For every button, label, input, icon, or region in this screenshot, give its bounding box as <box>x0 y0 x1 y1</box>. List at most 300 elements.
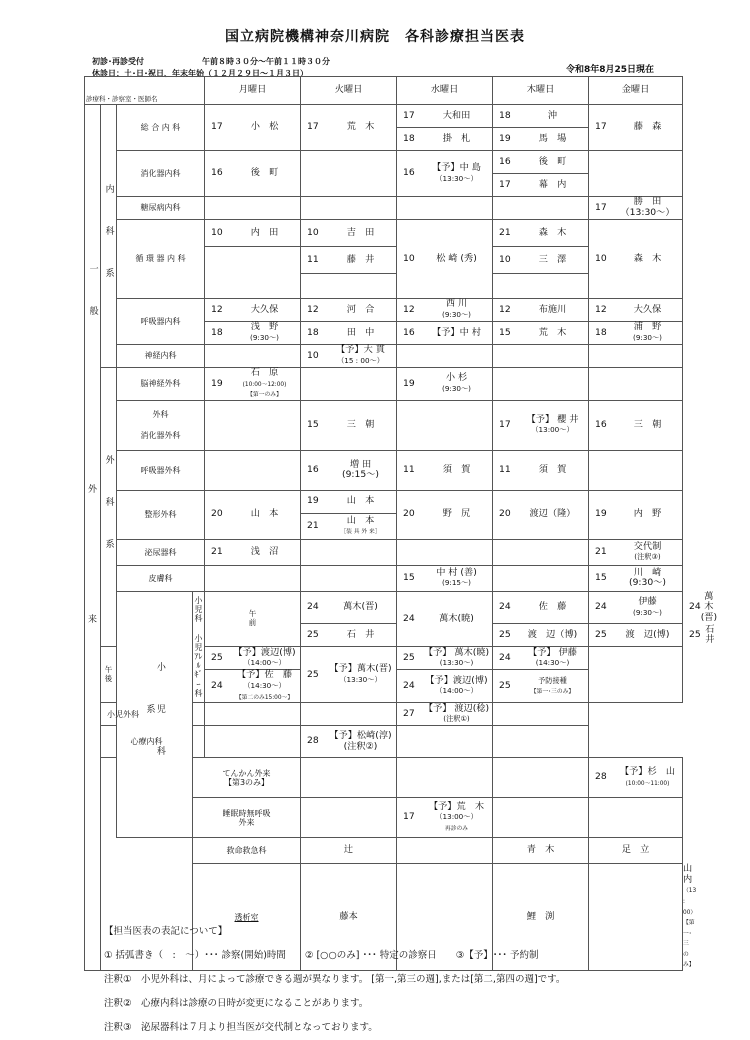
gozen-label <box>205 591 301 647</box>
doctor-name: 【予】 伊藤 <box>528 646 577 658</box>
doctor-name: 布施川 <box>538 303 567 315</box>
cell-sogo-fri <box>589 105 683 151</box>
room-number: 18 <box>595 326 607 338</box>
dept-geka <box>117 400 205 450</box>
room-number: 24 <box>211 680 223 692</box>
start-time: （13:30～） <box>620 207 675 218</box>
cell-shoka-tue <box>301 151 397 197</box>
reception-label: 初診･再診受付 <box>92 57 144 66</box>
doctor-name: 小 杉 <box>445 372 468 384</box>
cell-shinryo-thu <box>397 726 493 758</box>
cell-kokyugeka-tue <box>301 450 397 490</box>
dept-shinryo: 心療内科 <box>101 726 193 758</box>
doctor-name: 佐 藤 <box>538 601 567 613</box>
cell-tenkan-wed <box>493 758 589 798</box>
cell-tenkan-tue <box>397 758 493 798</box>
cell-junkan-thu-empty <box>493 274 589 299</box>
cell-shoni-pm-fri <box>589 647 683 703</box>
room-number: 25 <box>403 652 415 664</box>
dept-tenkan-label: てんかん外来 <box>222 768 271 778</box>
cell-kokyu-fri1 <box>589 299 683 322</box>
room-number: 12 <box>211 303 223 315</box>
room-number: 25 <box>307 629 319 641</box>
room-number: 24 <box>499 601 511 613</box>
room-number: 18 <box>307 326 319 338</box>
corner-header <box>85 77 205 105</box>
cell-shinryo-wed <box>301 726 397 758</box>
room-number: 20 <box>499 508 511 520</box>
room-number: 28 <box>307 735 319 747</box>
start-time: （13:30～） <box>435 173 478 183</box>
cell-kokyu-wed1 <box>397 299 493 322</box>
room-number: 19 <box>595 508 607 520</box>
room-number: 16 <box>403 326 415 338</box>
cell-seikei-tue1 <box>301 490 397 513</box>
cell-geka-fri <box>589 400 683 450</box>
cell-kokyu-tue2 <box>301 322 397 345</box>
dept-shonigeka: 小児外科 <box>101 703 193 726</box>
cell-tenkan-thu <box>589 758 683 798</box>
start-time: (9:30～) <box>442 383 471 393</box>
cell-shonigeka-tue <box>205 703 301 726</box>
cell-junkan-mon <box>205 220 301 247</box>
room-number: 19 <box>211 377 223 389</box>
cell-shoni-am-wed2 <box>493 624 589 647</box>
cell-shoni-pm-mon2 <box>205 670 301 703</box>
cell-toseki-thu <box>589 864 683 971</box>
cell-shoni-pm-mon1 <box>205 647 301 670</box>
room-number: 12 <box>307 303 319 315</box>
cell-shonigeka-fri <box>493 703 589 726</box>
room-number: 17 <box>211 121 223 133</box>
cell-kokyu-mon1 <box>205 299 301 322</box>
doctor-name: 吉 田 <box>346 226 375 238</box>
gogo-text: 午後 <box>104 665 113 683</box>
room-number: 25 <box>595 629 607 641</box>
doctor-name: 荒 木 <box>346 121 375 133</box>
room-number: 16 <box>403 167 415 179</box>
doctor-name: 山 本 <box>346 495 375 507</box>
start-time: (9:30～) <box>633 607 662 617</box>
doctor-name: 幕 内 <box>538 178 567 190</box>
cell-kyumei-tue <box>397 838 493 864</box>
closed-days: 休診日：土･日･祝日、年末年始（１２月２９日～１月３日） <box>92 69 308 78</box>
doctor-name: 荒 木 <box>538 326 567 338</box>
doctor-name: 内 田 <box>250 226 279 238</box>
room-number: 11 <box>499 463 511 475</box>
doctor-name: 後 町 <box>538 155 567 167</box>
specific-day: 【第一のみ】 <box>247 392 282 399</box>
room-number: 12 <box>403 303 415 315</box>
cell-kokyugeka-fri <box>589 450 683 490</box>
doctor-name: 後 町 <box>250 167 279 179</box>
doctor-name: 田 中 <box>346 326 375 338</box>
cell-nou-tue <box>301 368 397 401</box>
cell-seikei-wed <box>397 490 493 539</box>
note-1: 注釈① 小児外科は、月によって診療できる週が異なります。 [第一,第三の週],または[第二,第四の週]です。 <box>104 974 566 985</box>
doctor-name: 【予】大 貫 <box>336 344 385 356</box>
room-number: 16 <box>307 463 319 475</box>
room-number: 15 <box>403 571 415 583</box>
cell-hinyo-mon <box>205 539 301 565</box>
cell-kokyugeka-thu <box>493 450 589 490</box>
dept-geka-label: 外科 <box>152 410 169 420</box>
cell-nou-wed <box>397 368 493 401</box>
cell-suimin-thu <box>589 798 683 838</box>
doctor-name: 萬木(暁) <box>439 612 474 624</box>
specific-day: 【第二のみ15:00～】 <box>235 694 294 701</box>
cell-hifu-fri <box>589 565 683 591</box>
cell-kokyugeka-mon <box>205 450 301 490</box>
cell-kyumei-mon: 辻 <box>301 838 397 864</box>
room-number: 16 <box>211 167 223 179</box>
cell-nou-thu <box>493 368 589 401</box>
dept-noushinkei: 脳神経外科 <box>117 368 205 401</box>
doctor-name: 森 木 <box>538 226 567 238</box>
room-number: 20 <box>211 508 223 520</box>
cell-junkan-thu2 <box>493 247 589 274</box>
dept-shoka: 消化器内科 <box>117 151 205 197</box>
room-number: 11 <box>403 463 415 475</box>
doctor-name: 須 賀 <box>538 463 567 475</box>
doctor-name: 伊藤 <box>638 596 657 608</box>
room-number: 10 <box>307 349 319 361</box>
room-number: 17 <box>307 121 319 133</box>
dept-sogo: 総 合 内 科 <box>117 105 205 151</box>
cell-hinyo-tue <box>301 539 397 565</box>
cell-hifu-thu <box>493 565 589 591</box>
specific-day: ［装 具 外 来］ <box>340 529 381 536</box>
cell-tonyo-mon <box>205 197 301 220</box>
cell-seikei-mon <box>205 490 301 539</box>
cell-shinryo-fri <box>493 726 589 758</box>
doctor-name: 浅 沼 <box>250 545 279 557</box>
cell-shoka-mon <box>205 151 301 197</box>
footnote-ref: (注釈①) <box>443 714 470 724</box>
cell-hinyo-fri <box>589 539 683 565</box>
start-time: （15 : 00～） <box>337 356 384 365</box>
room-number: 18 <box>211 326 223 338</box>
room-number: 19 <box>403 377 415 389</box>
room-number: 21 <box>211 545 223 557</box>
cell-shinryo-mon <box>193 726 205 758</box>
day-header-fri: 金曜日 <box>589 77 683 105</box>
doctor-name: 河 合 <box>346 303 375 315</box>
cell-tonyo-fri <box>589 197 683 220</box>
room-number: 25 <box>307 668 319 680</box>
cell-toseki-mon: 藤本 <box>301 864 397 971</box>
doctor-name: 山 本 <box>346 514 375 526</box>
room-number: 27 <box>403 707 415 719</box>
cell-tonyo-wed <box>397 197 493 220</box>
cell-tonyo-tue <box>301 197 397 220</box>
reception-hours: 午前８時３０分～午前１１時３０分 <box>202 57 330 66</box>
cell-shoka-thu2 <box>493 174 589 197</box>
doctor-name: 川 崎 <box>633 566 662 578</box>
cell-shoni-am-tue <box>397 591 493 647</box>
cell-geka-wed <box>397 400 493 450</box>
room-number: 24 <box>595 601 607 613</box>
room-number: 24 <box>499 652 511 664</box>
start-time: (9:30～) <box>629 577 666 589</box>
cell-sogo-wed1 <box>397 105 493 128</box>
doctor-name: 山 本 <box>250 508 279 520</box>
room-number: 10 <box>307 226 319 238</box>
group-gairai-top: 外 <box>87 485 97 495</box>
room-number: 17 <box>499 178 511 190</box>
doctor-name: 渡 辺（博) <box>527 629 578 641</box>
start-time: （14:00～） <box>243 658 286 668</box>
cell-suimin-wed <box>493 798 589 838</box>
room-number: 15 <box>307 418 319 430</box>
room-number: 16 <box>499 155 511 167</box>
cell-kyumei-thu: 足 立 <box>589 838 683 864</box>
start-time: (10:00～11:00) <box>625 780 670 787</box>
cell-sogo-mon <box>205 105 301 151</box>
cell-junkan-fri <box>589 220 683 299</box>
group-naika-label: 内 科 系 <box>103 183 114 289</box>
room-number: 28 <box>595 771 607 783</box>
doctor-name: 渡 辺(博) <box>625 629 670 641</box>
day-header-thu: 木曜日 <box>493 77 589 105</box>
room-number: 17 <box>403 811 415 823</box>
room-number: 24 <box>403 612 415 624</box>
cell-kokyu-thu2 <box>493 322 589 345</box>
cell-junkan-tue2 <box>301 247 397 274</box>
doctor-name: 【予】渡辺(博) <box>425 674 488 686</box>
specific-day: 【第一･三のみ】 <box>683 920 695 969</box>
doctor-name: 渡辺（隆） <box>529 508 576 520</box>
group-ippan-label: 一 般 <box>87 263 98 327</box>
dept-kyumei: 救命救急科 <box>193 838 301 864</box>
doctor-name: 石 井 <box>705 623 724 646</box>
cell-shoni-am-wed1 <box>493 591 589 624</box>
cell-shoni-pm-wed2 <box>397 670 493 703</box>
cell-junkan-wed <box>397 220 493 299</box>
room-number: 15 <box>499 326 511 338</box>
doctor-name: 交代制 <box>633 540 662 552</box>
dept-shoni-allergy-label: 小児ｱﾚﾙｷﾞｰ科 <box>194 633 203 698</box>
cell-shonigeka-mon <box>193 703 205 726</box>
cell-sogo-thu2 <box>493 128 589 151</box>
doctor-name: 勝 田 <box>633 196 662 208</box>
doctor-name: 大久保 <box>250 303 279 315</box>
doctor-name: 西 川 <box>445 298 468 310</box>
room-number: 19 <box>307 495 319 507</box>
room-number: 21 <box>499 226 511 238</box>
day-header-wed: 水曜日 <box>397 77 493 105</box>
doctor-name: 【予】杉 山 <box>619 766 676 778</box>
doctor-name: 沖 <box>547 109 558 121</box>
doctor-name: 野 尻 <box>442 508 471 520</box>
doctor-name: 石 井 <box>346 629 375 641</box>
doctor-name: 大久保 <box>633 303 662 315</box>
specific-day: 【第一･三のみ】 <box>530 689 575 696</box>
cell-tenkan-mon <box>301 758 397 798</box>
cell-shoni-pm-thu1 <box>493 647 589 670</box>
doctor-name: 【予】 萬木(暁) <box>423 646 490 658</box>
start-time: (9:30～) <box>250 333 279 342</box>
cell-shoni-pm-tue <box>301 647 397 703</box>
room-number: 18 <box>499 109 511 121</box>
cell-kokyu-tue1 <box>301 299 397 322</box>
cell-shoni-am-thu2 <box>589 624 683 647</box>
gogo-label <box>101 647 117 703</box>
cell-shinkei-fri <box>589 345 683 368</box>
start-time: （13:30～） <box>339 674 382 684</box>
notes-section <box>104 920 565 1040</box>
group-naika <box>101 105 117 368</box>
cell-shoni-am-mon1 <box>301 591 397 624</box>
service-name: 予防接種 <box>538 675 567 685</box>
doctor-name: 大和田 <box>442 109 471 121</box>
room-number: 25 <box>211 652 223 664</box>
cell-shinryo-tue <box>205 726 301 758</box>
cell-geka-thu <box>493 400 589 450</box>
doctor-name: 【予】松崎(淳) <box>329 730 392 742</box>
doctor-name: 森 木 <box>633 252 662 264</box>
dept-hifu: 皮膚科 <box>117 565 205 591</box>
room-number: 21 <box>595 545 607 557</box>
cell-shoka-fri <box>589 151 683 197</box>
doctor-name: 藤 森 <box>633 121 662 133</box>
cell-shonigeka-wed <box>301 703 397 726</box>
doctor-name: 山 内 <box>683 863 702 885</box>
dept-tenkan-note: 【第3のみ】 <box>223 777 270 787</box>
cell-kokyu-fri2 <box>589 322 683 345</box>
dept-kokyugeka: 呼吸器外科 <box>117 450 205 490</box>
doctor-name: 内 野 <box>633 508 662 520</box>
doctor-name: 萬木(晋) <box>700 590 718 623</box>
start-time: (9:30～) <box>633 333 662 342</box>
cell-shoni-am-thu1 <box>589 591 683 624</box>
room-number: 25 <box>499 680 511 692</box>
doctor-name: 萬木(晋) <box>343 601 378 613</box>
dept-tonyo: 糖尿病内科 <box>117 197 205 220</box>
cell-hifu-mon <box>205 565 301 591</box>
notes-heading: 【担当医表の表記について】 <box>104 926 228 937</box>
doctor-name: 藤 井 <box>346 253 375 265</box>
dept-seikei: 整形外科 <box>117 490 205 539</box>
cell-kokyugeka-wed <box>397 450 493 490</box>
schedule-table <box>84 76 724 971</box>
doctor-name: 浅 野 <box>250 321 279 333</box>
cell-junkan-tue1 <box>301 220 397 247</box>
start-time: (10:00～12:00) <box>242 381 287 388</box>
start-time: (14:30～) <box>535 658 570 668</box>
group-geka <box>101 368 117 647</box>
cell-shinkei-wed <box>397 345 493 368</box>
doctor-name: 松 崎 (秀) <box>436 252 477 264</box>
room-number: 24 <box>307 601 319 613</box>
room-number: 16 <box>595 418 607 430</box>
dept-shoni <box>193 591 205 702</box>
cell-suimin-mon <box>301 798 397 838</box>
start-time: （13 : 00） <box>683 888 697 916</box>
cell-shinkei-thu <box>493 345 589 368</box>
dept-suimin-label-2: 外来 <box>238 817 255 827</box>
dept-shinkei: 神経内科 <box>117 345 205 368</box>
doctor-name: 三 澤 <box>538 253 567 265</box>
day-header-tue: 火曜日 <box>301 77 397 105</box>
cell-sogo-tue <box>301 105 397 151</box>
cell-tonyo-thu <box>493 197 589 220</box>
doctor-name: 小 松 <box>250 121 279 133</box>
room-number: 15 <box>595 571 607 583</box>
room-number: 17 <box>403 109 415 121</box>
group-geka-label: 外 科 系 <box>103 454 114 560</box>
doctor-name: 馬 場 <box>538 132 567 144</box>
doctor-name: 中 村 (善) <box>436 566 477 578</box>
doctor-name: 三 朝 <box>346 418 375 430</box>
dept-shokageka-label: 消化器外科 <box>140 431 181 441</box>
doctor-name: 【予】佐 藤 <box>236 669 293 681</box>
doctor-name: 【予】荒 木 <box>428 800 485 812</box>
room-number: 24 <box>689 601 701 613</box>
doctor-name: 【予】 櫻 井 <box>526 413 579 425</box>
cell-shoni-pm-thu2 <box>493 670 589 703</box>
group-gairai-bottom: 来 <box>87 615 97 626</box>
as-of-date: 令和8年8月25日現在 <box>565 65 654 75</box>
footnote-ref: (注釈②) <box>343 740 378 752</box>
room-number: 12 <box>499 303 511 315</box>
dept-hinyo: 泌尿器科 <box>117 539 205 565</box>
doctor-name: 【予】 渡辺(稔) <box>423 702 490 714</box>
cell-junkan-thu1 <box>493 220 589 247</box>
day-header-mon: 月曜日 <box>205 77 301 105</box>
doctor-name: 【予】渡辺(博) <box>233 646 296 658</box>
cell-junkan-tue-empty <box>301 274 397 299</box>
gozen-text: 午前 <box>248 609 257 628</box>
cell-junkan-mon-empty <box>205 247 301 299</box>
cell-seikei-tue2 <box>301 513 397 539</box>
cell-shinkei-mon <box>205 345 301 368</box>
dept-suimin-label: 睡眠時無呼吸 <box>222 808 271 818</box>
room-number: 18 <box>403 132 415 144</box>
doctor-name: 石 原 <box>250 367 279 378</box>
room-number: 25 <box>689 629 701 641</box>
doctor-name: 須 賀 <box>442 463 471 475</box>
cell-hifu-tue <box>301 565 397 591</box>
start-time: (13:30～) <box>439 658 474 668</box>
dept-suimin <box>193 798 301 838</box>
start-time: (9:30～) <box>442 310 471 319</box>
room-number: 10 <box>403 252 415 264</box>
room-number: 19 <box>499 132 511 144</box>
doctor-name: 【予】中 島 <box>432 161 481 173</box>
cell-sogo-wed2 <box>397 128 493 151</box>
dept-junkan: 循 環 器 内 科 <box>117 220 205 299</box>
dept-kokyu: 呼吸器内科 <box>117 299 205 345</box>
cell-shoka-wed <box>397 151 493 197</box>
start-time: （14:00～） <box>435 686 478 696</box>
note-3: 注釈③ 泌尿器科は７月より担当医が交代制となっております。 <box>104 1022 378 1033</box>
cell-seikei-thu <box>493 490 589 539</box>
room-number: 10 <box>211 226 223 238</box>
room-number: 17 <box>595 121 607 133</box>
cell-toseki-wed: 鯉 渕 <box>493 864 589 971</box>
start-time: （13:00～） <box>435 812 478 822</box>
doctor-name: 【予】萬木(晋) <box>329 663 392 675</box>
group-shoni-label: 小 児 科 系 <box>144 661 165 788</box>
start-time: (9:15～) <box>442 578 471 588</box>
doctor-name: 掛 札 <box>442 132 471 144</box>
cell-geka-mon <box>205 400 301 450</box>
cell-sogo-thu1 <box>493 105 589 128</box>
dept-tenkan <box>193 758 301 798</box>
specific-day: 再診のみ <box>444 825 469 832</box>
specific-day: (注釈③) <box>634 552 661 562</box>
